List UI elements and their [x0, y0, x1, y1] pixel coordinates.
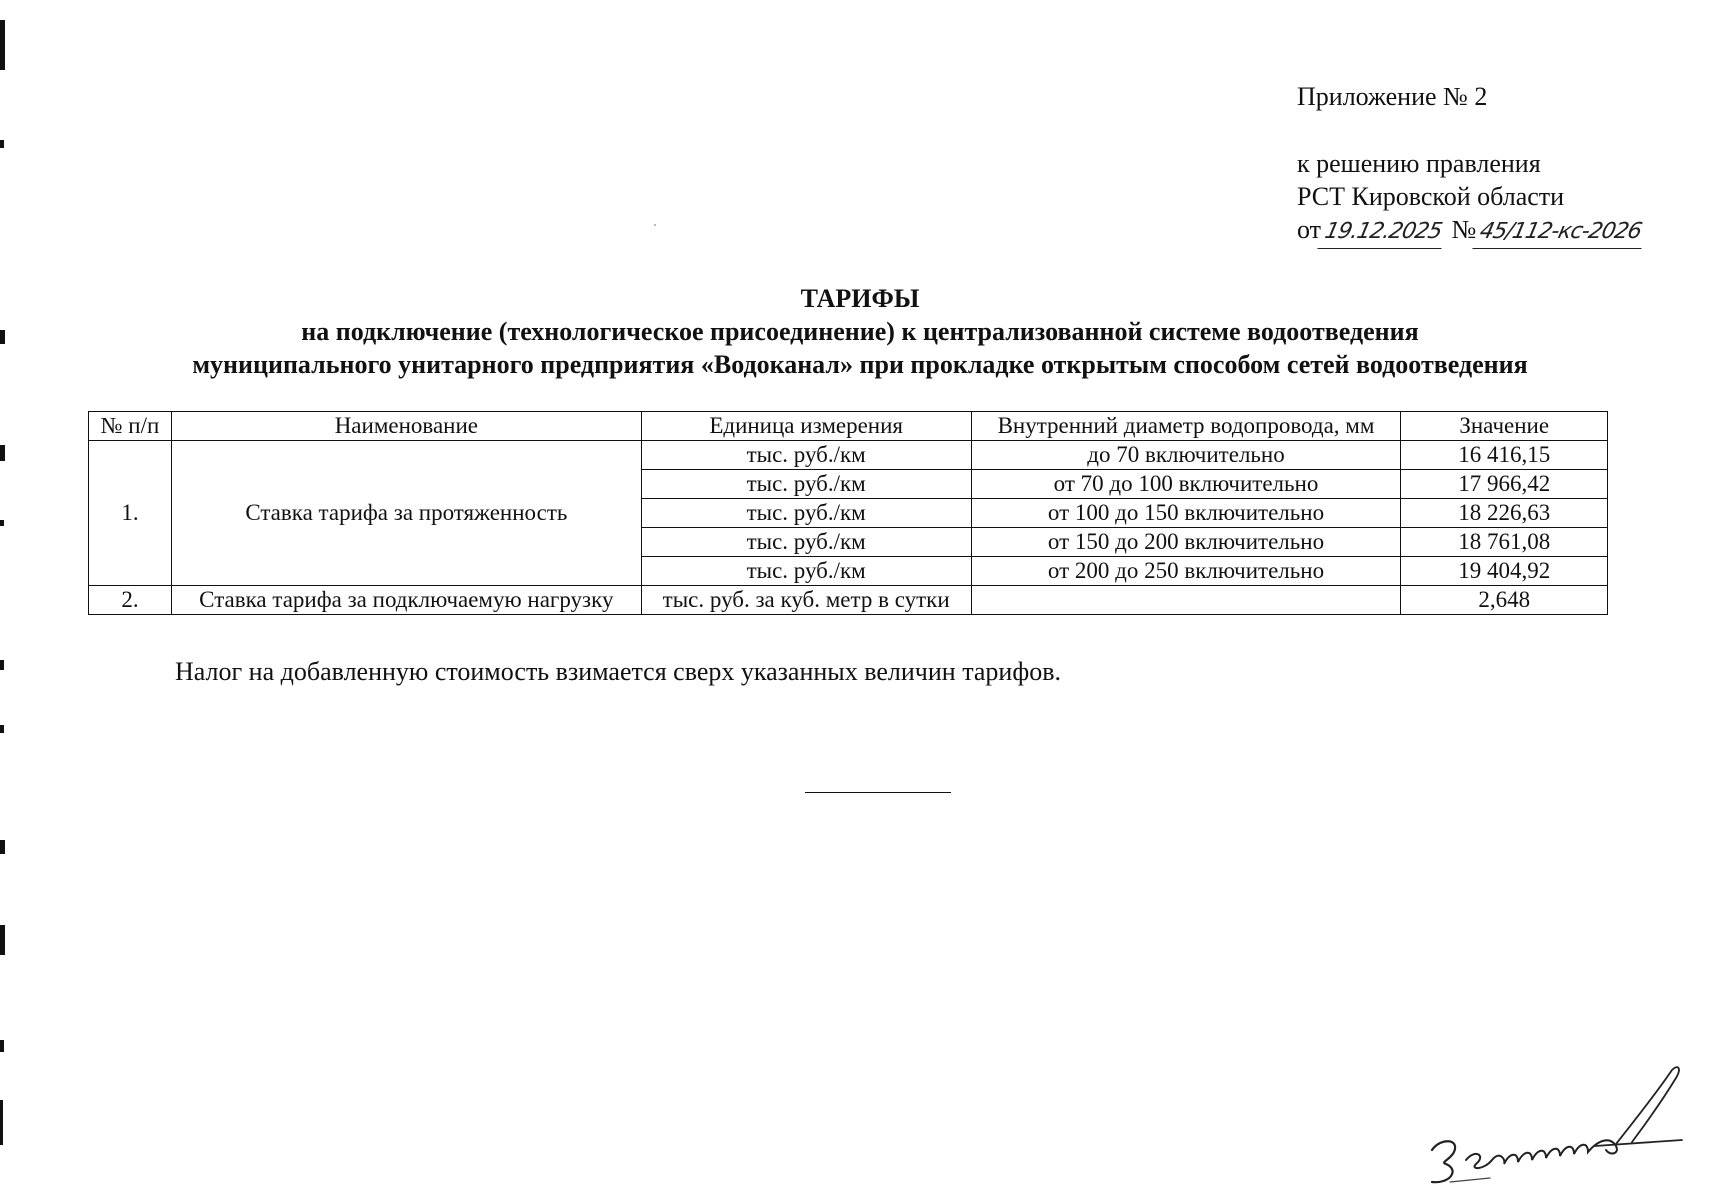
- cell-diameter: до 70 включительно: [971, 441, 1401, 470]
- cell-unit: тыс. руб./км: [641, 499, 971, 528]
- row-name: Ставка тарифа за протяженность: [171, 441, 641, 586]
- appendix-line-2: РСТ Кировской области: [1297, 182, 1565, 211]
- cell-diameter: [971, 586, 1401, 615]
- header-num: № п/п: [89, 412, 172, 441]
- cell-diameter: от 100 до 150 включительно: [971, 499, 1401, 528]
- row-number: 1.: [89, 441, 172, 586]
- header-unit: Единица измерения: [641, 412, 971, 441]
- handwritten-date: 19.12.2025: [1317, 215, 1448, 249]
- cell-unit: тыс. руб. за куб. метр в сутки: [641, 586, 971, 615]
- date-prefix: от: [1297, 215, 1322, 244]
- scan-edge: [0, 0, 6, 1200]
- document-heading: [70, 282, 1650, 381]
- table-row: [89, 441, 1608, 470]
- row-number: 2.: [89, 586, 172, 615]
- heading-title: ТАРИФЫ: [800, 284, 920, 313]
- header-name: Наименование: [171, 412, 641, 441]
- cell-value: 19 404,92: [1401, 557, 1608, 586]
- tariff-table: [88, 411, 1608, 615]
- cell-unit: тыс. руб./км: [641, 528, 971, 557]
- header-diameter: Внутренний диаметр водопровода, мм: [971, 412, 1401, 441]
- cell-diameter: от 150 до 200 включительно: [971, 528, 1401, 557]
- cell-diameter: от 70 до 100 включительно: [971, 470, 1401, 499]
- handwritten-signature: [1420, 1060, 1710, 1190]
- cell-value: 18 226,63: [1401, 499, 1608, 528]
- cell-value: 2,648: [1401, 586, 1608, 615]
- cell-unit: тыс. руб./км: [641, 441, 971, 470]
- cell-value: 18 761,08: [1401, 528, 1608, 557]
- heading-line-2: муниципального унитарного предприятия «Водоканал» при прокладке открытым способом сетей водоотведения: [192, 350, 1528, 379]
- end-divider: [805, 792, 951, 793]
- number-prefix: №: [1451, 215, 1477, 244]
- cell-unit: тыс. руб./км: [641, 557, 971, 586]
- table-row: [89, 586, 1608, 615]
- header-value: Значение: [1401, 412, 1608, 441]
- cell-unit: тыс. руб./км: [641, 470, 971, 499]
- table-header-row: [89, 412, 1608, 441]
- appendix-title: Приложение № 2: [1297, 82, 1488, 111]
- cell-value: 17 966,42: [1401, 470, 1608, 499]
- cell-diameter: от 200 до 250 включительно: [971, 557, 1401, 586]
- heading-line-1: на подключение (технологическое присоединение) к централизованной системе водоотведения: [301, 317, 1419, 346]
- handwritten-number: 45/112-кс-2026: [1473, 215, 1649, 249]
- appendix-block: [1297, 80, 1645, 249]
- cell-value: 16 416,15: [1401, 441, 1608, 470]
- row-name: Ставка тарифа за подключаемую нагрузку: [171, 586, 641, 615]
- appendix-line-1: к решению правления: [1297, 149, 1541, 178]
- vat-note: Налог на добавленную стоимость взимается сверх указанных величин тарифов.: [175, 657, 1061, 686]
- scan-dot: [654, 224, 656, 226]
- appendix-date-line: [1297, 213, 1645, 249]
